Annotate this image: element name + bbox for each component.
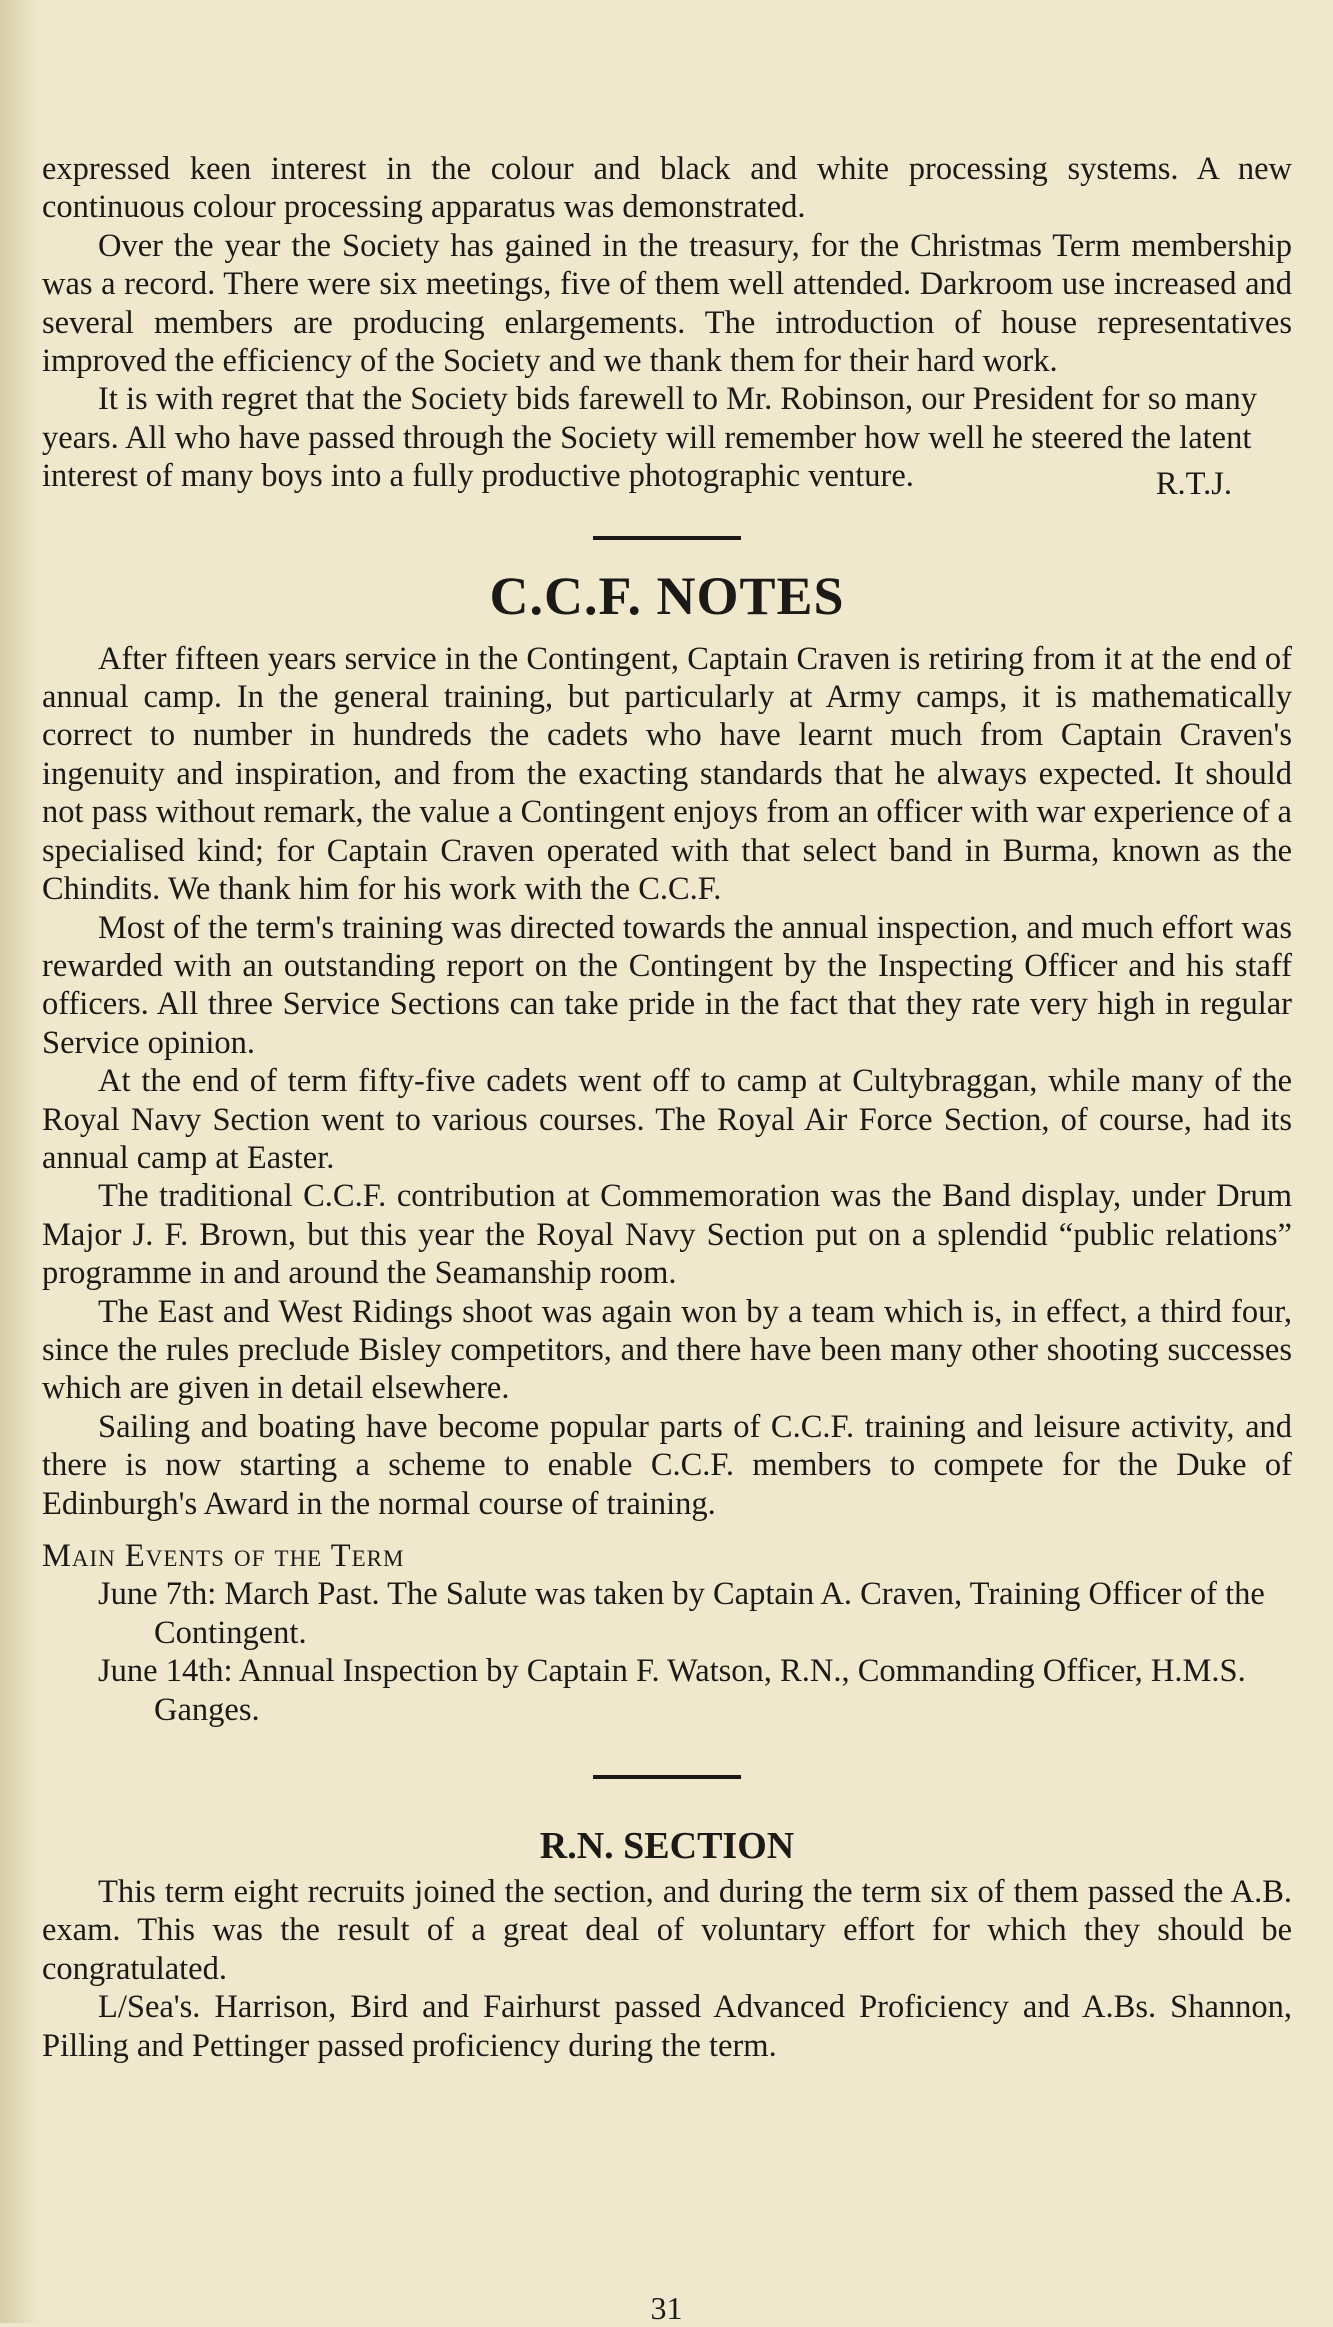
photographic-society-section <box>42 150 1292 502</box>
ccf-paragraph: The traditional C.C.F. contribution at Commemoration was the Band display, under Drum Major J. F. Brown, but this year the Royal Navy Section put on a splendid “public relations” programme in and around the Seamanship room. <box>42 1178 1292 1292</box>
events-heading: Main Events of the Term <box>42 1538 405 1574</box>
page-number: 31 <box>650 2290 683 2326</box>
section-divider <box>593 1775 741 1779</box>
page-body <box>42 150 1292 2065</box>
ccf-paragraph: At the end of term fifty-five cadets went off to camp at Cultybraggan, while many of the Royal Navy Section went to various courses. The Royal Air Force Section, of course, had its annual camp at Easter. <box>42 1063 1292 1176</box>
intro-paragraph-1: expressed keen interest in the colour and black and white processing systems. A new continuous colour processing apparatus was demonstrated. <box>42 151 1292 226</box>
ccf-paragraph: Sailing and boating have become popular parts of C.C.F. training and leisure activity, and there is now starting a scheme to enable C.C.F. members to compete for the Duke of Edinburgh's Award in the normal course of training. <box>42 1408 1292 1522</box>
ccf-paragraph: Most of the term's training was directed towards the annual inspection, and much effort was rewarded with an outstanding report on the Contingent by the Inspecting Officer and his staff officers. All three Service Sections can take pride in the fact that they rate very high in regular Service opinion. <box>42 909 1292 1061</box>
signoff-initials: R.T.J. <box>1155 465 1232 502</box>
page-edge-shadow <box>0 0 40 2323</box>
ccf-paragraph: The East and West Ridings shoot was again won by a team which is, in effect, a third four, since the rules preclude Bisley competitors, and there have been many other shooting successes which are given in detail elsewhere. <box>42 1293 1292 1407</box>
intro-paragraph-3-row <box>42 380 1292 495</box>
event-item: June 7th: March Past. The Salute was taken by Captain A. Craven, Training Officer of the Contingent. <box>98 1576 1265 1651</box>
rn-title: R.N. SECTION <box>539 1825 795 1868</box>
ccf-title: C.C.F. NOTES <box>489 565 845 626</box>
event-item: June 14th: Annual Inspection by Captain F. Watson, R.N., Commanding Officer, H.M.S. Ganges. <box>98 1653 1246 1728</box>
ccf-notes-section <box>42 566 1292 1729</box>
section-divider <box>593 536 741 540</box>
intro-paragraph-3: It is with regret that the Society bids farewell to Mr. Robinson, our President for so many years. All who have passed through the Society will remember how well he steered the latent interest of many boys into a fully productive photographic venture. <box>42 381 1257 495</box>
rn-section <box>42 1823 1292 2065</box>
rn-paragraph: This term eight recruits joined the section, and during the term six of them passed the A.B. exam. This was the result of a great deal of voluntary effort for which they should be congratulated. <box>42 1874 1292 1987</box>
rn-paragraph: L/Sea's. Harrison, Bird and Fairhurst passed Advanced Proficiency and A.Bs. Shannon, Pilling and Pettinger passed proficiency during the term. <box>42 1989 1292 2064</box>
ccf-paragraph: After fifteen years service in the Contingent, Captain Craven is retiring from it at the end of annual camp. In the general training, but particularly at Army camps, it is mathematically correct to number in hundreds the cadets who have learnt much from Captain Craven's ingenuity and inspiration, and from the exacting standards that he always expected. It should not pass without remark, the value a Contingent enjoys from an officer with war experience of a specialised kind; for Captain Craven operated with that select band in Burma, known as the Chindits. We thank him for his work with the C.C.F. <box>42 640 1292 908</box>
intro-paragraph-2: Over the year the Society has gained in the treasury, for the Christmas Term membership was a record. There were six meetings, five of them well attended. Darkroom use increased and several members are producing enlargements. The introduction of house representatives improved the efficiency of the Society and we thank them for their hard work. <box>42 227 1292 380</box>
